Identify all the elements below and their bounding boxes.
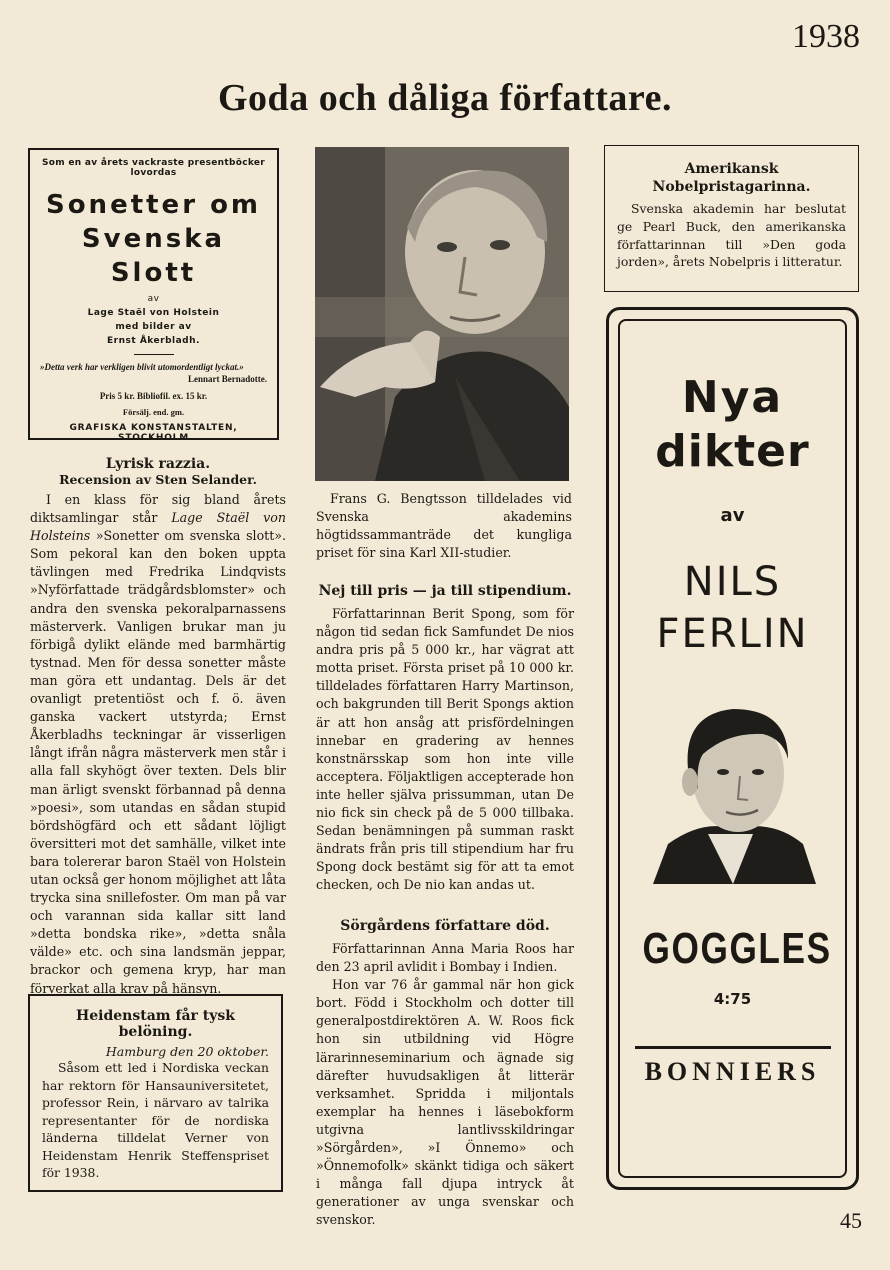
ad-intro: Som en av årets vackraste presentböcker lovordas — [41, 158, 266, 178]
ferlin-ad-last-name: FERLIN — [656, 611, 809, 657]
page-headline: Goda och dåliga författare. — [218, 77, 672, 119]
heidenstam-news-box — [28, 994, 283, 1192]
photo-caption — [316, 490, 572, 562]
ad-title-line1: Sonetter om — [45, 190, 262, 220]
article-body-part2: »Sonetter om svenska slott». Som pekoral kan den boken uppta tävlingen med Fredrika Lindqvists »Nyförfattade trädgårdsblomster» och andra den svenska pekoralparnassens mästerverk. Vanligen brukar man ju förbigå dylikt elände med barmhärtig tystnad. Men för dessa sonetter måste man göra ett undantag. Dels är det ovanligt pretentiöst och f. ö. även ganska vackert utstyrda; Ernst Åkerbladhs teckningar är visserligen långt ifrån några mästerverk men står i alla fall skyhögt över texten. Dels blir man ärligt svenskt förbannad på denna »poesi», som utandas en sådan stupid bördshögfärd och ett sådant löjligt översitteri mot det samhälle, vilket inte bara tolererar baron Staël von Holstein utan också ger honom möjlighet att låta trycka sina snillefoster. Om man på var och varannan sida kallar sitt land »detta bondska rike», »detta snåla välde» etc. och sina landsmän jeppar, brackor och gemena kryp, har man förverkat alla krav på hänsyn. — [30, 528, 286, 996]
article-body — [30, 491, 286, 998]
ad-quote — [40, 361, 267, 385]
heidenstam-body: Såsom ett led i Nordiska veckan har rektorn för Hansauniversitetet, professor Rein, i närvaro av talrika representanter för de nordiska länderna tilldelat Verner von Heidenstam Henrik Steffenspriset för 1938. — [42, 1060, 269, 1180]
ad-publisher: GRAFISKA KONSTANSTALTEN, STOCKHOLM — [69, 423, 238, 443]
ad-av: av — [147, 294, 160, 304]
article-body-italic: Lage Staël von Holsteins — [30, 510, 286, 544]
nobel-news-box — [604, 145, 859, 292]
nej-body: Författarinnan Berit Spong, som för någon tid sedan fick Samfundet De nios andra pris på 5 000 kr., har vägrat att motta priset. Första priset på 10 000 kr. tilldelades författaren Harry Martinson, och bakgrunden till Berit Spongs aktion är att hon ansåg att prisfördelningen innebar en gradering av hennes konstnärsskap som hon inte ville acceptera. Följaktligen accepterade hon inte heller själva prissumman, utan De nio fick sin check på de 5 000 tillbaka. Sedan benämningen på summan raskt ändrats från pris till stipendium har fru Spong dock bestämt sig för att ta emot checken, och De nio kan andas ut. — [316, 606, 574, 893]
portrait-photo — [315, 147, 569, 481]
ferlin-ad-av: av — [720, 505, 745, 526]
nobel-title-2: Nobelpristagarinna. — [652, 179, 811, 195]
heidenstam-dateline: Hamburg den 20 oktober. — [105, 1044, 269, 1059]
lyrisk-razzia-article — [30, 456, 286, 998]
ad-title-line2: Svenska Slott — [81, 224, 226, 288]
nej-till-pris-article — [316, 583, 574, 895]
article-subtitle: Recension av Sten Selander. — [59, 472, 257, 487]
nej-title: Nej till pris — ja till stipendium. — [318, 583, 572, 599]
ad-quote-text: »Detta verk har verkligen blivit utomordentligt lyckat.» — [40, 362, 244, 372]
ferlin-ad-price: 4:75 — [713, 990, 752, 1008]
ad-illustrator: Ernst Åkerbladh. — [107, 336, 200, 346]
nobel-title-1: Amerikansk — [684, 161, 779, 177]
heidenstam-title: Heidenstam får tysk belöning. — [76, 1008, 235, 1040]
sorgarden-article — [316, 918, 574, 1230]
sorgarden-body-1: Författarinnan Anna Maria Roos har den 23 april avlidit i Bombay i Indien. — [316, 941, 574, 975]
ad-price: Pris 5 kr. Bibliofil. ex. 15 kr. — [99, 391, 208, 401]
ferlin-ad-first-name: NILS — [683, 559, 782, 605]
ferlin-portrait — [648, 694, 818, 884]
ferlin-ad-divider — [635, 1046, 831, 1049]
ad-author: Lage Staël von Holstein — [87, 308, 220, 318]
nobel-body: Svenska akademin har beslutat ge Pearl Buck, den amerikanska författarinnan till »Den goda jorden», årets Nobelpris i litteratur. — [617, 201, 846, 270]
page-number: 45 — [840, 1208, 862, 1233]
ferlin-ad-line1: Nya — [681, 372, 784, 423]
article-title: Lyrisk razzia. — [105, 456, 211, 472]
ferlin-book-advertisement — [606, 307, 859, 1190]
ad-illustrations-label: med bilder av — [115, 322, 192, 332]
ad-sales: Försälj. end. gm. — [122, 407, 185, 417]
ferlin-portrait-illustration — [648, 694, 818, 884]
ferlin-ad-publisher: BONNIERS — [644, 1056, 821, 1086]
ad-divider — [134, 354, 174, 355]
sorgarden-title: Sörgårdens författare död. — [340, 918, 550, 934]
photo-caption-text: Frans G. Bengtsson tilldelades vid Svenska akademins högtidssammanträde det kungliga priset för sina Karl XII-studier. — [316, 491, 572, 561]
portrait-illustration — [315, 147, 569, 481]
ferlin-ad-book-title: GOGGLES — [642, 924, 832, 973]
ferlin-ad-line2: dikter — [655, 426, 810, 477]
article-body-part1: I en klass för sig bland årets diktsamlingar står — [30, 492, 286, 526]
ad-quote-author: Lennart Bernadotte. — [188, 374, 267, 384]
ferlin-ad-inner-frame — [618, 319, 847, 1178]
year-label: 1938 — [792, 18, 860, 55]
sorgarden-body-2: Hon var 76 år gammal när hon gick bort. Född i Stockholm och dotter till generalpostdirektören A. W. Roos fick hon sin utbildning vid Högre lärarinneseminarium och ägnade sig därefter huvudsakligen åt litterär verksamhet. Spridda i miljontals exemplar ha hennes i läsebokform utgivna lantlivsskildringar »Sörgården», »I Önnemo» och »Önnemofolk» skänkt tidiga och säkert i många fall djupa intryck åt generationer av unga svenskar och svenskor. — [316, 977, 574, 1228]
sonnet-book-advertisement — [28, 148, 279, 443]
